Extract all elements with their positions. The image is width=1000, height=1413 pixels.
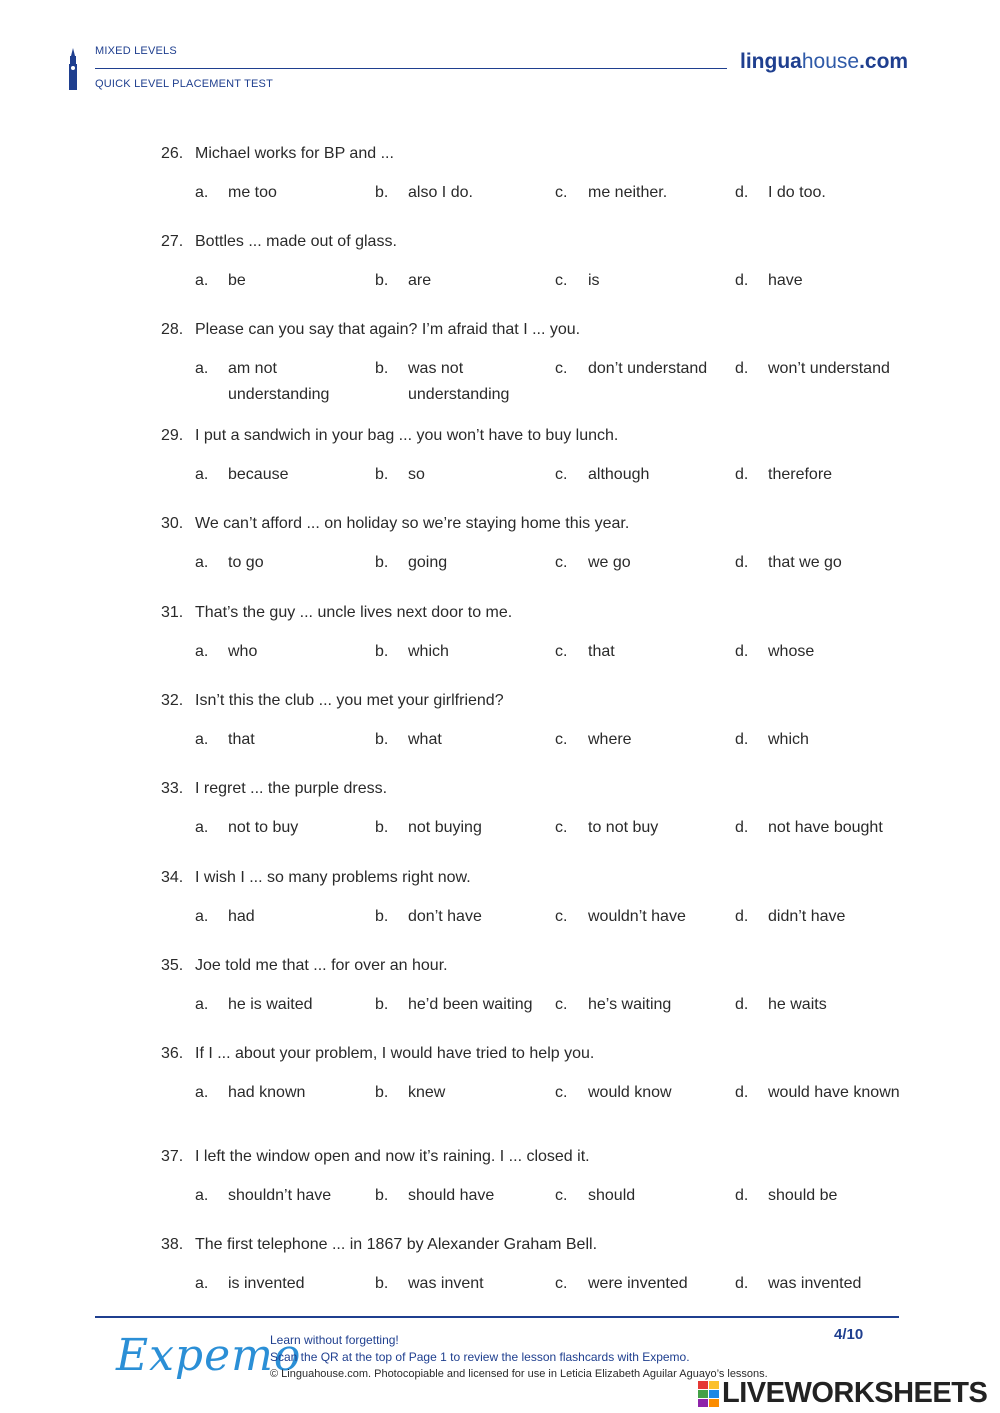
option-text: had <box>228 908 255 925</box>
footer-divider <box>95 1316 899 1318</box>
page-number: 4/10 <box>834 1326 864 1343</box>
option-letter: a. <box>195 466 209 483</box>
option-letter: a. <box>195 554 209 571</box>
question-number: 33. <box>161 780 184 797</box>
option-letter: b. <box>375 272 389 289</box>
option-text: would have known <box>768 1084 900 1101</box>
option-text: are <box>408 272 432 289</box>
option-letter: c. <box>555 1084 568 1101</box>
option-letter: b. <box>375 466 389 483</box>
question-text: I wish I ... so many problems right now. <box>195 869 471 886</box>
option-text: be <box>228 272 246 289</box>
option-letter: c. <box>555 643 568 660</box>
option-text: was invent <box>408 1275 484 1292</box>
option-text: not have bought <box>768 819 883 836</box>
question-number: 28. <box>161 321 184 338</box>
option-text: not buying <box>408 819 482 836</box>
question-number: 27. <box>161 233 184 250</box>
option-text: me too <box>228 184 277 201</box>
option-letter: c. <box>555 1275 568 1292</box>
option-letter: a. <box>195 1187 209 1204</box>
option-text: shouldn’t have <box>228 1187 332 1204</box>
option-text: he is waited <box>228 996 313 1013</box>
option-text: should be <box>768 1187 838 1204</box>
option-letter: d. <box>735 360 749 377</box>
option-letter: a. <box>195 184 209 201</box>
option-letter: c. <box>555 819 568 836</box>
question-text: We can’t afford ... on holiday so we’re staying home this year. <box>195 515 630 532</box>
option-text: is invented <box>228 1275 305 1292</box>
question-number: 38. <box>161 1236 184 1253</box>
question-text: Joe told me that ... for over an hour. <box>195 957 448 974</box>
question-text: I left the window open and now it’s raining. I ... closed it. <box>195 1148 590 1165</box>
option-letter: a. <box>195 272 209 289</box>
question-number: 36. <box>161 1045 184 1062</box>
option-text: which <box>768 731 809 748</box>
option-letter: b. <box>375 731 389 748</box>
option-text: therefore <box>768 466 833 483</box>
option-letter: c. <box>555 996 568 1013</box>
brand-logo[interactable] <box>740 50 908 74</box>
option-letter: b. <box>375 1275 389 1292</box>
option-letter: b. <box>375 908 389 925</box>
option-letter: a. <box>195 643 209 660</box>
option-text: should have <box>408 1187 495 1204</box>
question-number: 30. <box>161 515 184 532</box>
option-letter: a. <box>195 1275 209 1292</box>
footer-slogan: Learn without forgetting! <box>270 1333 399 1347</box>
header-divider <box>95 68 727 69</box>
option-text: don’t understand <box>588 360 708 377</box>
option-letter: d. <box>735 1084 749 1101</box>
test-title: QUICK LEVEL PLACEMENT TEST <box>95 78 273 90</box>
option-letter: a. <box>195 996 209 1013</box>
option-text: where <box>588 731 632 748</box>
option-text: we go <box>588 554 631 571</box>
brand-part-house: house <box>801 50 860 73</box>
option-letter: a. <box>195 819 209 836</box>
question-text: Michael works for BP and ... <box>195 145 394 162</box>
option-letter: d. <box>735 184 749 201</box>
option-text: who <box>228 643 258 660</box>
option-text: am not understanding <box>228 360 330 403</box>
page-header <box>0 0 1000 110</box>
option-letter: d. <box>735 272 749 289</box>
option-text: going <box>408 554 448 571</box>
expemo-logo[interactable]: Expemo <box>116 1330 302 1381</box>
option-text: don’t have <box>408 908 482 925</box>
footer-text <box>270 1332 768 1383</box>
question-text: That’s the guy ... uncle lives next door to me. <box>195 604 513 621</box>
brand-part-com: .com <box>859 50 909 73</box>
option-text: knew <box>408 1084 446 1101</box>
option-letter: a. <box>195 360 209 377</box>
question-number: 34. <box>161 869 184 886</box>
option-text: wouldn’t have <box>588 908 686 925</box>
option-text: were invented <box>588 1275 688 1292</box>
level-label: MIXED LEVELS <box>95 45 177 57</box>
question-number: 35. <box>161 957 184 974</box>
option-letter: d. <box>735 819 749 836</box>
brand-part-lingua: lingua <box>740 50 802 73</box>
option-letter: a. <box>195 908 209 925</box>
option-text: also I do. <box>408 184 473 201</box>
option-letter: d. <box>735 1187 749 1204</box>
option-text: me neither. <box>588 184 668 201</box>
question-number: 31. <box>161 604 184 621</box>
question-text: Isn’t this the club ... you met your girlfriend? <box>195 692 504 709</box>
option-text: didn’t have <box>768 908 846 925</box>
option-letter: c. <box>555 184 568 201</box>
option-text: he waits <box>768 996 827 1013</box>
question-number: 29. <box>161 427 184 444</box>
option-letter: b. <box>375 643 389 660</box>
option-letter: d. <box>735 731 749 748</box>
question-number: 32. <box>161 692 184 709</box>
question-text: Bottles ... made out of glass. <box>195 233 397 250</box>
question-text: I put a sandwich in your bag ... you won’t have to buy lunch. <box>195 427 619 444</box>
option-text: to not buy <box>588 819 659 836</box>
option-letter: b. <box>375 554 389 571</box>
option-text: would know <box>588 1084 672 1101</box>
option-text: not to buy <box>228 819 299 836</box>
question-text: I regret ... the purple dress. <box>195 780 388 797</box>
footer-copyright: © Linguahouse.com. Photocopiable and licensed for use in Leticia Elizabeth Aguilar Aguayo’s lessons. <box>270 1368 768 1380</box>
option-text: he’s waiting <box>588 996 672 1013</box>
question-text: The first telephone ... in 1867 by Alexander Graham Bell. <box>195 1236 598 1253</box>
option-letter: b. <box>375 184 389 201</box>
option-text: whose <box>768 643 815 660</box>
option-text: that <box>228 731 255 748</box>
option-text: is <box>588 272 600 289</box>
option-text: was invented <box>768 1275 862 1292</box>
big-ben-icon <box>66 48 80 90</box>
option-text: because <box>228 466 289 483</box>
option-letter: d. <box>735 554 749 571</box>
option-text: he’d been waiting <box>408 996 533 1013</box>
liveworksheets-icon <box>698 1381 720 1407</box>
option-letter: c. <box>555 908 568 925</box>
option-letter: b. <box>375 819 389 836</box>
option-letter: d. <box>735 996 749 1013</box>
option-letter: c. <box>555 1187 568 1204</box>
question-number: 37. <box>161 1148 184 1165</box>
option-letter: c. <box>555 554 568 571</box>
option-text: I do too. <box>768 184 826 201</box>
option-text: had known <box>228 1084 306 1101</box>
option-text: which <box>408 643 449 660</box>
option-text: that we go <box>768 554 842 571</box>
option-text: won’t understand <box>768 360 890 377</box>
option-letter: b. <box>375 360 389 377</box>
option-letter: b. <box>375 1187 389 1204</box>
option-letter: c. <box>555 360 568 377</box>
option-letter: b. <box>375 1084 389 1101</box>
liveworksheets-text: LIVEWORKSHEETS <box>722 1377 988 1409</box>
option-letter: d. <box>735 908 749 925</box>
option-letter: d. <box>735 1275 749 1292</box>
option-letter: c. <box>555 466 568 483</box>
option-letter: c. <box>555 272 568 289</box>
option-text: have <box>768 272 803 289</box>
option-text: to go <box>228 554 264 571</box>
option-text: what <box>408 731 442 748</box>
option-text: so <box>408 466 425 483</box>
option-letter: a. <box>195 1084 209 1101</box>
option-letter: c. <box>555 731 568 748</box>
option-letter: d. <box>735 643 749 660</box>
option-letter: b. <box>375 996 389 1013</box>
option-letter: a. <box>195 731 209 748</box>
question-text: Please can you say that again? I’m afraid that I ... you. <box>195 321 581 338</box>
option-text: that <box>588 643 615 660</box>
option-letter: d. <box>735 466 749 483</box>
option-text: although <box>588 466 650 483</box>
question-text: If I ... about your problem, I would have tried to help you. <box>195 1045 595 1062</box>
question-number: 26. <box>161 145 184 162</box>
footer-instructions: Scan the QR at the top of Page 1 to review the lesson flashcards with Expemo. <box>270 1350 690 1364</box>
option-text: should <box>588 1187 636 1204</box>
option-text: was not understanding <box>408 360 510 403</box>
